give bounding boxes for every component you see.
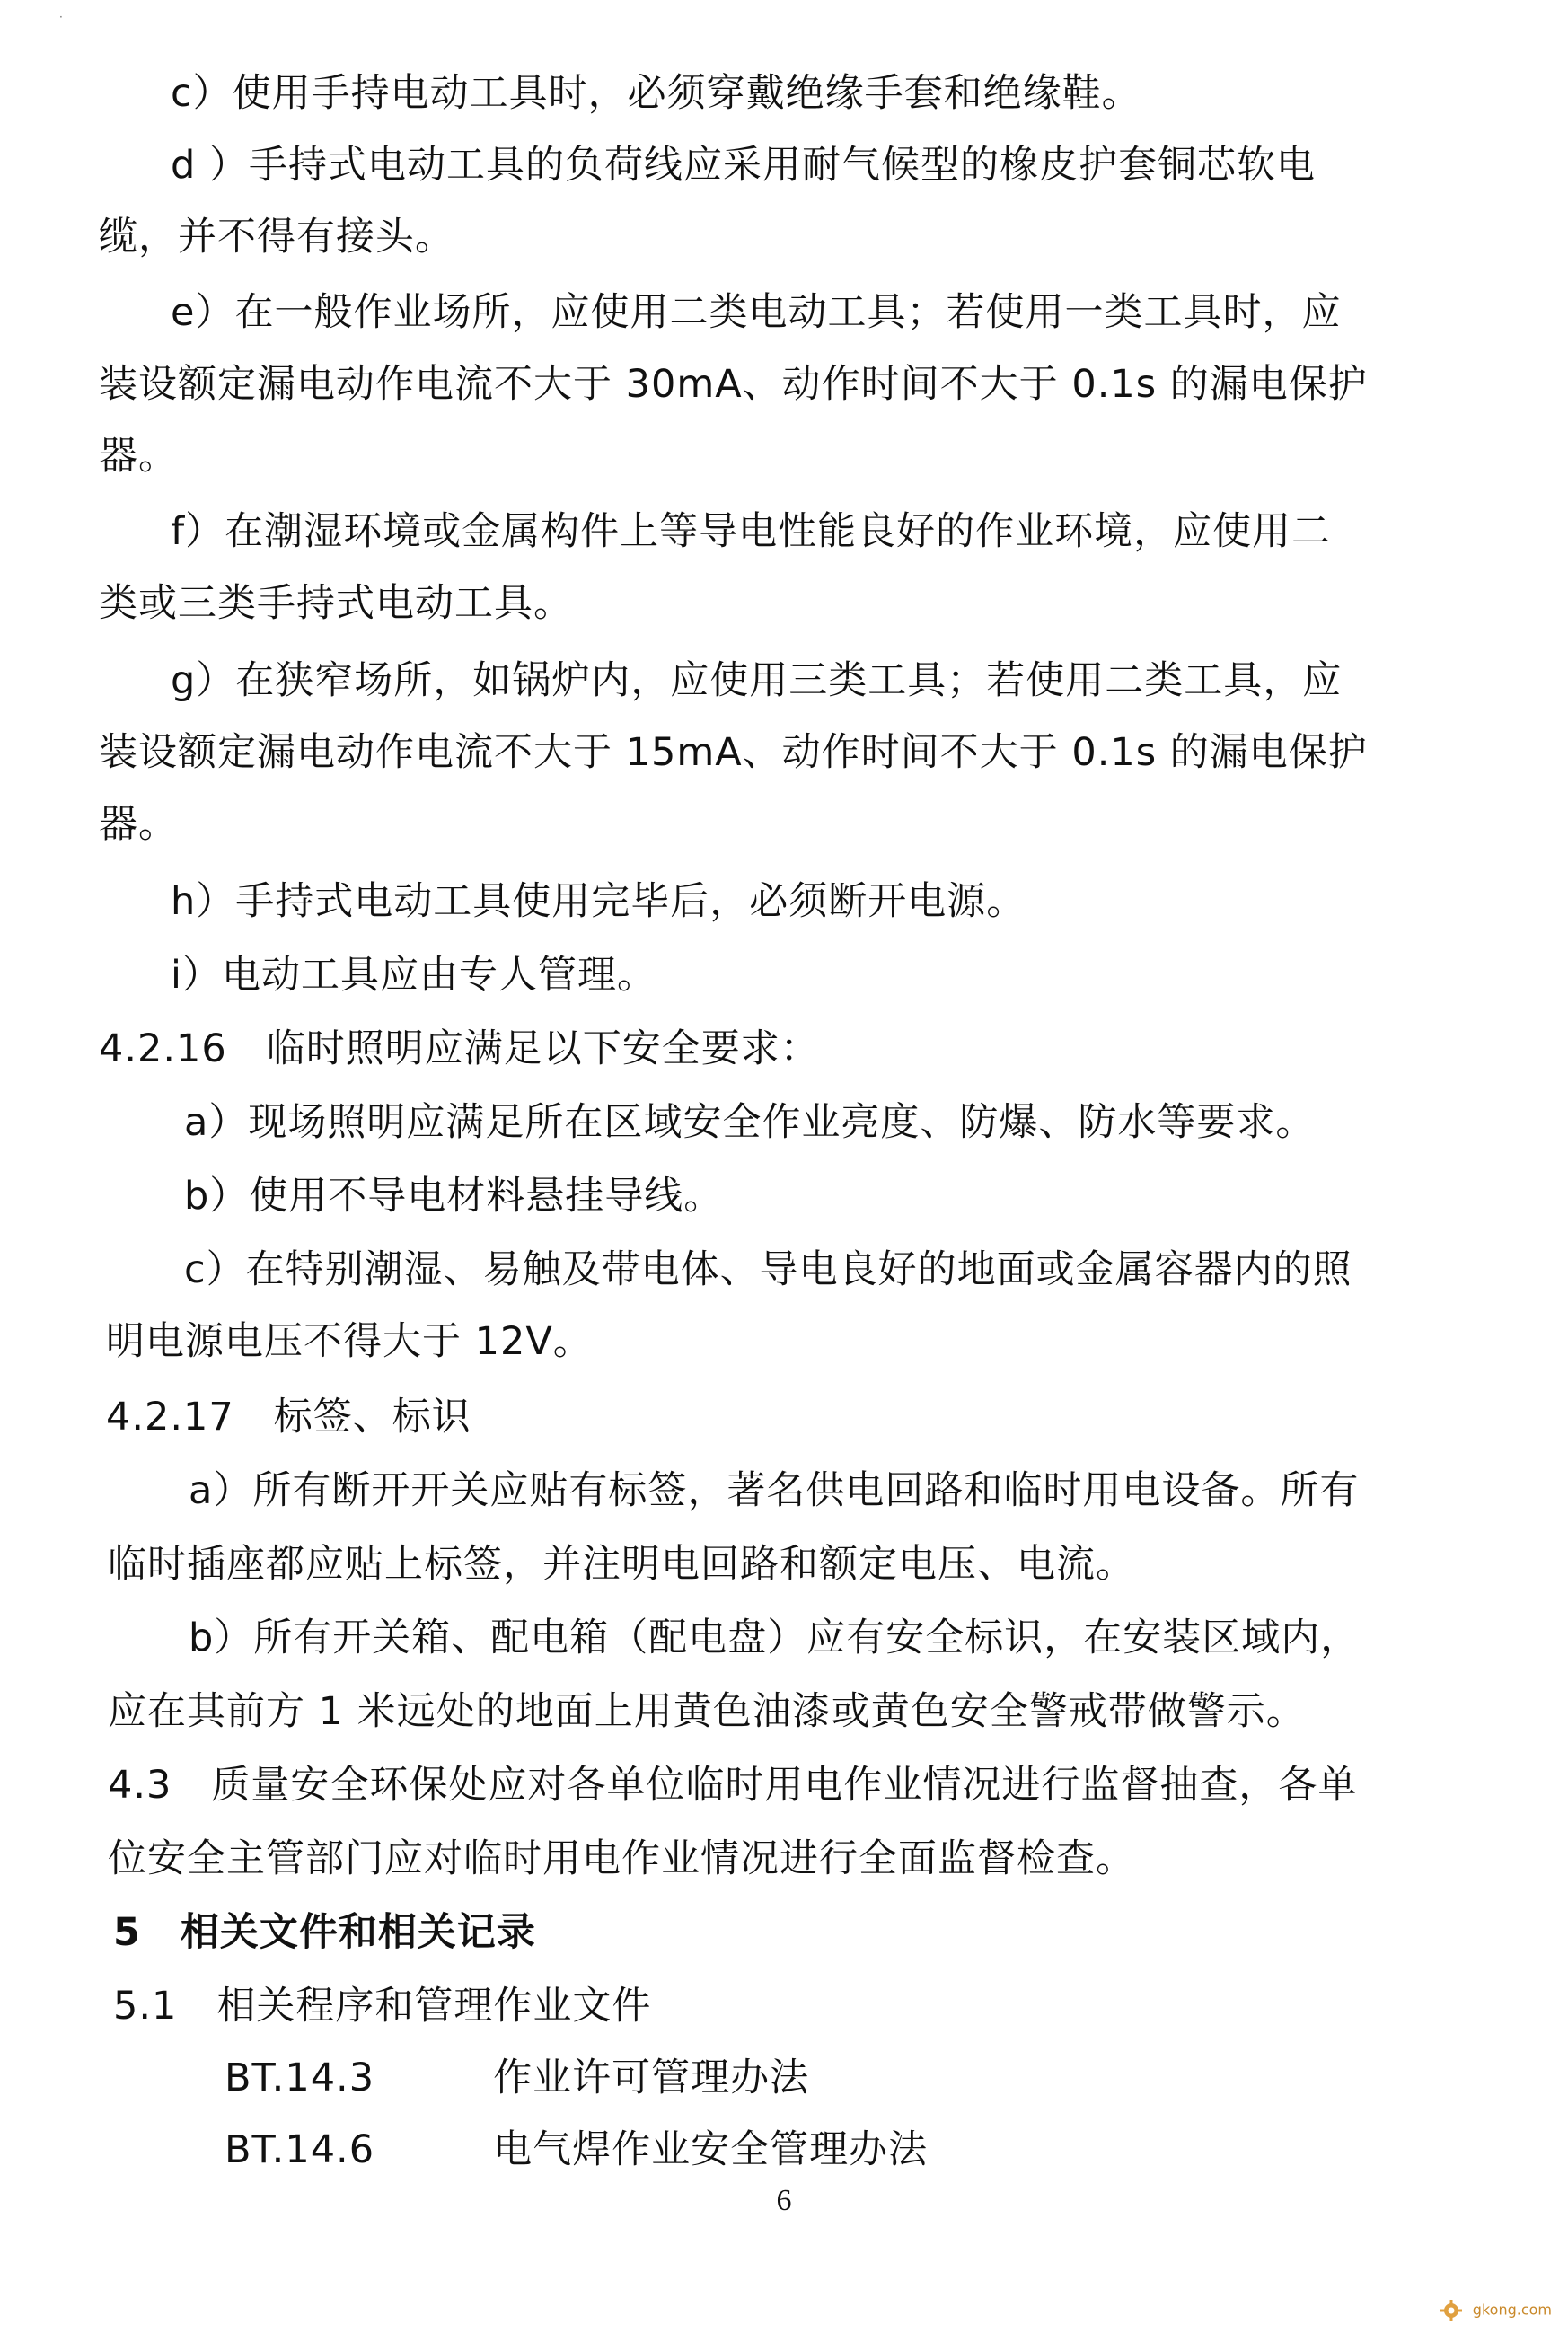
- text-line-e-cont2: 器。: [99, 434, 178, 479]
- section-heading-4-2-17: 4.2.17 标签、标识: [106, 1395, 471, 1439]
- gear-icon: [1440, 2299, 1463, 2322]
- section-heading-4-2-16: 4.2.16 临时照明应满足以下安全要求：: [99, 1026, 820, 1071]
- reference-bt-14-6: BT.14.6 电气焊作业安全管理办法: [225, 2127, 929, 2172]
- page-number: 6: [776, 2184, 792, 2217]
- text-line-4-2-17-a: a）所有断开开关应贴有标签，著名供电回路和临时用电设备。所有: [189, 1468, 1360, 1513]
- text-line-i: i）电动工具应由专人管理。: [171, 953, 656, 998]
- text-line-4-2-16-c-cont: 明电源电压不得大于 12V。: [106, 1319, 593, 1364]
- text-line-g-cont2: 器。: [99, 802, 178, 847]
- text-line-g: g）在狭窄场所，如锅炉内，应使用三类工具；若使用二类工具，应: [171, 658, 1343, 703]
- watermark: [1440, 2299, 1552, 2322]
- text-line-f: f）在潮湿环境或金属构件上等导电性能良好的作业环境，应使用二: [171, 509, 1332, 554]
- text-line-4-2-17-a-cont: 临时插座都应贴上标签，并注明电回路和额定电压、电流。: [108, 1542, 1135, 1587]
- text-line-e-cont1: 装设额定漏电动作电流不大于 30mA、动作时间不大于 0.1s 的漏电保护: [99, 362, 1368, 407]
- section-4-3-cont: 位安全主管部门应对临时用电作业情况进行全面监督检查。: [108, 1836, 1135, 1881]
- text-line-4-2-16-c: c）在特别潮湿、易触及带电体、导电良好的地面或金属容器内的照: [184, 1247, 1352, 1292]
- text-line-e: e）在一般作业场所，应使用二类电动工具；若使用一类工具时，应: [171, 290, 1342, 335]
- scan-mark: ·: [59, 11, 63, 23]
- text-line-4-2-17-b-cont: 应在其前方 1 米远处的地面上用黄色油漆或黄色安全警戒带做警示。: [108, 1689, 1306, 1734]
- text-line-g-cont1: 装设额定漏电动作电流不大于 15mA、动作时间不大于 0.1s 的漏电保护: [99, 730, 1368, 775]
- section-4-3: 4.3 质量安全环保处应对各单位临时用电作业情况进行监督抽查，各单: [108, 1763, 1358, 1808]
- watermark-text: gkong.com: [1472, 2301, 1552, 2319]
- text-line-h: h）手持式电动工具使用完毕后，必须断开电源。: [171, 879, 1026, 924]
- text-line-c: c）使用手持电动工具时，必须穿戴绝缘手套和绝缘鞋。: [171, 71, 1141, 116]
- text-line-4-2-16-a: a）现场照明应满足所在区域安全作业亮度、防爆、防水等要求。: [184, 1100, 1316, 1145]
- reference-bt-14-3: BT.14.3 作业许可管理办法: [225, 2056, 810, 2100]
- section-heading-5: 5 相关文件和相关记录: [113, 1910, 536, 1955]
- section-heading-5-1: 5.1 相关程序和管理作业文件: [113, 1984, 652, 2029]
- text-line-d: d ）手持式电动工具的负荷线应采用耐气候型的橡皮护套铜芯软电: [171, 143, 1316, 188]
- text-line-4-2-17-b: b）所有开关箱、配电箱（配电盘）应有安全标识，在安装区域内，: [189, 1615, 1361, 1660]
- text-line-f-cont: 类或三类手持式电动工具。: [99, 581, 573, 626]
- text-line-4-2-16-b: b）使用不导电材料悬挂导线。: [184, 1174, 724, 1219]
- text-line-d-cont: 缆，并不得有接头。: [99, 215, 454, 260]
